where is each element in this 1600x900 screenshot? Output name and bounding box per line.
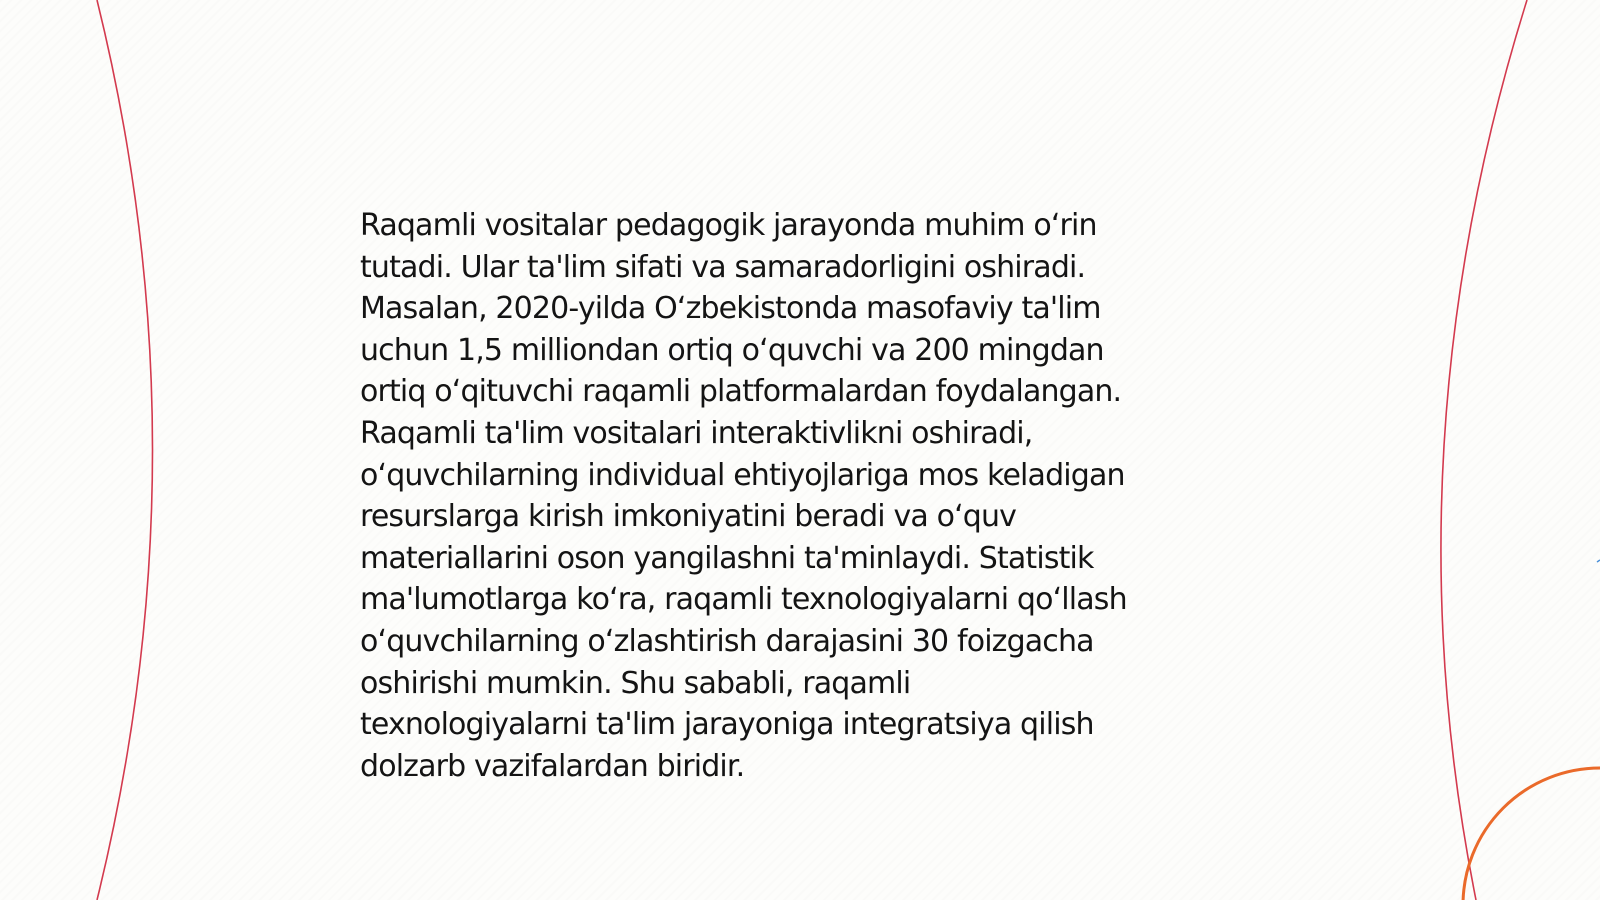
body-paragraph: Raqamli vositalar pedagogik jarayonda muhim oʻrin tutadi. Ular ta'lim sifati va samaradorligini oshiradi. Masalan, 2020-yilda Oʻzbekistonda masofaviy ta'lim uchun 1,5 milliondan ortiq oʻquvchi va 200 mingdan ortiq oʻqituvchi raqamli platformalardan foydalangan. Raqamli ta'lim vositalari interaktivlikni oshiradi, oʻquvchilarning individual ehtiyojlariga mos keladigan resurslarga kirish imkoniyatini beradi va oʻquv materiallarini oson yangilashni ta'minlaydi. Statistik ma'lumotlarga koʻra, raqamli texnologiyalarni qoʻllash oʻquvchilarning oʻzlashtirish darajasini 30 foizgacha oshirishi mumkin. Shu sababli, raqamli texnologiyalarni ta'lim jarayoniga integratsiya qilish dolzarb vazifalardan biridir. [360,208,1127,784]
accent-arc [1463,768,1600,900]
left-curve-line [97,0,153,900]
right-curve-line [1441,0,1527,900]
